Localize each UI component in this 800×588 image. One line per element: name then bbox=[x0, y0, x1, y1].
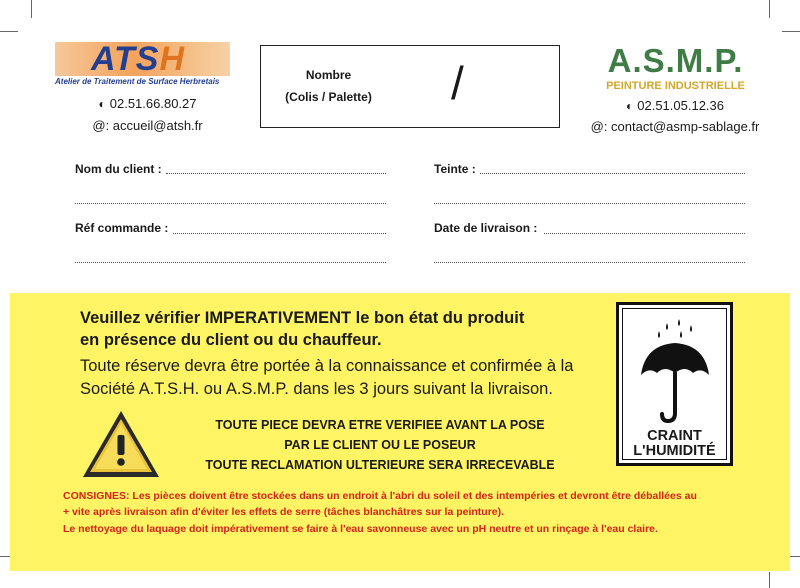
crop-mark bbox=[0, 31, 18, 32]
atsh-tagline: Atelier de Traitement de Surface Herbretais bbox=[55, 77, 220, 86]
teinte-line-2[interactable] bbox=[434, 203, 745, 204]
teinte-label: Teinte : bbox=[434, 162, 476, 176]
verify-warning-line-3: TOUTE RECLAMATION ULTERIEURE SERA IRRECEVABLE bbox=[205, 458, 555, 472]
client-name-label: Nom du client : bbox=[75, 162, 162, 176]
asmp-logo: A.S.M.P. bbox=[607, 42, 744, 79]
consignes-line-3: Le nettoyage du laquage doit impérativement se faire à l'eau savonneuse avec un pH neutre et un rinçage à l'eau claire. bbox=[63, 523, 658, 535]
crop-mark bbox=[769, 0, 770, 18]
phone-icon: ◐ bbox=[626, 99, 634, 113]
order-ref-line-2[interactable] bbox=[75, 262, 386, 263]
delivery-date-line[interactable] bbox=[544, 233, 745, 234]
delivery-date-label: Date de livraison : bbox=[434, 221, 538, 235]
atsh-logo bbox=[55, 42, 230, 90]
notice-line-4: Société A.T.S.H. ou A.S.M.P. dans les 3 jours suivant la livraison. bbox=[80, 380, 553, 398]
humidity-sign-text: CRAINT L'HUMIDITÉ bbox=[633, 428, 716, 459]
atsh-email: @: accueil@atsh.fr bbox=[92, 118, 203, 133]
verify-warning-line-2: PAR LE CLIENT OU LE POSEUR bbox=[284, 438, 476, 452]
order-ref-label: Réf commande : bbox=[75, 221, 169, 235]
asmp-subtitle: PEINTURE INDUSTRIELLE bbox=[606, 80, 745, 92]
crop-mark bbox=[782, 31, 800, 32]
delivery-date-line-2[interactable] bbox=[434, 262, 745, 263]
atsh-logo-text: ATSH bbox=[91, 40, 186, 78]
client-name-line[interactable] bbox=[166, 173, 386, 174]
crop-mark bbox=[31, 0, 32, 18]
umbrella-rain-icon bbox=[637, 317, 713, 429]
humidity-warning-sign bbox=[616, 302, 733, 466]
warning-triangle-icon bbox=[80, 408, 162, 480]
verify-warning-line-1: TOUTE PIECE DEVRA ETRE VERIFIEE AVANT LA POSE bbox=[215, 418, 545, 432]
teinte-line[interactable] bbox=[480, 173, 745, 174]
notice-line-1: Veuillez vérifier IMPERATIVEMENT le bon état du produit bbox=[80, 309, 525, 327]
order-ref-line[interactable] bbox=[173, 233, 386, 234]
phone-icon: ◐ bbox=[98, 97, 106, 111]
consignes-line-1: CONSIGNES: Les pièces doivent être stockées dans un endroit à l'abri du soleil et des intempéries et devront être déballées au bbox=[63, 490, 697, 502]
crop-mark bbox=[769, 572, 770, 588]
atsh-phone: ◐ 02.51.66.80.27 bbox=[98, 96, 197, 111]
count-separator: / bbox=[451, 57, 464, 109]
package-count-label: Nombre (Colis / Palette) bbox=[285, 68, 372, 104]
asmp-email: @: contact@asmp-sablage.fr bbox=[590, 119, 760, 134]
notice-line-3: Toute réserve devra être portée à la connaissance et confirmée à la bbox=[80, 357, 574, 375]
package-count-box bbox=[260, 45, 560, 128]
asmp-phone: ◐ 02.51.05.12.36 bbox=[626, 98, 724, 113]
notice-line-2: en présence du client ou du chauffeur. bbox=[80, 331, 382, 349]
consignes-line-2: + vite après livraison afin d'éviter les effets de serre (tâches blanchâtres sur la peinture). bbox=[63, 506, 505, 518]
client-name-line-2[interactable] bbox=[75, 203, 386, 204]
